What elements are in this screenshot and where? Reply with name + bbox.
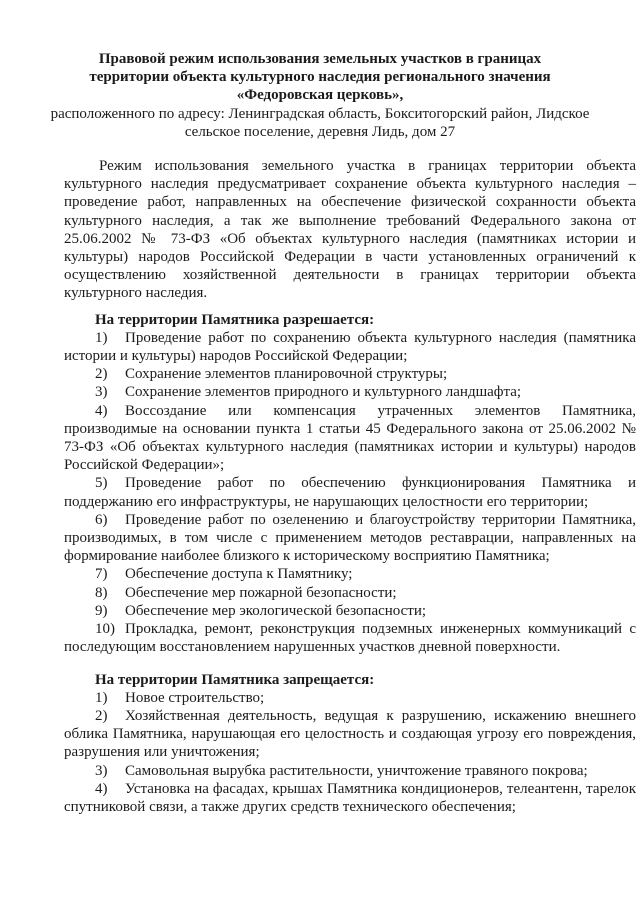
- item-text: Новое строительство;: [125, 689, 265, 706]
- item-number: 9): [95, 602, 108, 619]
- item-number: 1): [95, 689, 108, 706]
- item-text: Самовольная вырубка растительности, уничтожение травяного покрова;: [125, 762, 588, 779]
- item-text: Установка на фасадах, крышах Памятника кондиционеров, телеантенн, тарелок спутниковой связи, а также других средств технического обеспечения;: [64, 780, 636, 815]
- allowed-list-item: [64, 329, 636, 365]
- item-number: 3): [95, 384, 108, 401]
- item-number: 7): [95, 566, 108, 583]
- document-title-object-name: «Федоровская церковь»,: [236, 87, 404, 104]
- item-text: Проведение работ по обеспечению функционирования Памятника и поддержанию его инфраструктуры, не нарушающих целостности его территории;: [64, 475, 636, 510]
- item-text: Хозяйственная деятельность, ведущая к разрушению, искажению внешнего облика Памятника, нарушающая его целостность и создающая угрозу его повреждения, разрушения или уничтожения;: [64, 707, 636, 761]
- item-number: 8): [95, 584, 108, 601]
- allowed-list-item: [64, 584, 636, 602]
- allowed-list-item: [64, 511, 636, 566]
- item-number: 4): [95, 780, 108, 797]
- prohibited-list-item: [64, 707, 636, 762]
- item-number: 6): [95, 511, 108, 528]
- item-number: 5): [95, 475, 108, 492]
- allowed-list-item: [64, 474, 636, 510]
- document-title-line-1: Правовой режим использования земельных участков в границах: [98, 51, 542, 67]
- prohibited-list-item: [64, 689, 636, 707]
- item-text: Сохранение элементов природного и культурного ландшафта;: [125, 384, 522, 401]
- item-text: Обеспечение мер пожарной безопасности;: [125, 584, 397, 601]
- item-text: Обеспечение доступа к Памятнику;: [125, 566, 353, 583]
- allowed-list-item: [64, 383, 636, 401]
- item-text: Воссоздание или компенсация утраченных элементов Памятника, производимые на основании пункта 1 статьи 45 Федерального закона от 25.06.2002 № 73-ФЗ «Об объектах культурного наследия (памятниках истории и культуры) народов Российской Федерации»;: [64, 402, 636, 474]
- item-number: 1): [95, 329, 108, 346]
- item-number: 3): [95, 762, 108, 779]
- item-text: Проведение работ по озеленению и благоустройству территории Памятника, производимых, в том числе с применением методов реставрации, направленных на формирование наиболее близкого к историческому восприятию Памятника;: [64, 511, 636, 565]
- allowed-section-heading: На территории Памятника разрешается:: [95, 311, 375, 328]
- document-header: [0, 0, 640, 141]
- allowed-list-item: [64, 402, 636, 475]
- prohibited-list-item: [64, 780, 636, 816]
- prohibited-section-heading: На территории Памятника запрещается:: [95, 671, 375, 688]
- item-text: Прокладка, ремонт, реконструкция подземных инженерных коммуникаций с последующим восстановлением нарушенных участков дневной поверхности.: [64, 621, 636, 656]
- prohibited-list-item: [64, 762, 636, 780]
- item-text: Проведение работ по сохранению объекта культурного наследия (памятника истории и культуры) народов Российской Федерации;: [64, 329, 636, 365]
- allowed-list-item: [64, 620, 636, 656]
- allowed-list-item: [64, 602, 636, 620]
- item-text: Сохранение элементов планировочной структуры;: [125, 366, 448, 383]
- intro-paragraph: Режим использования земельного участка в границах территории объекта культурного наследия предусматривает сохранение объекта культурного наследия – проведение работ, направленных на обеспечение физической сохранности объекта культурного наследия, а так же выполнение требований Федерального закона от 25.06.2002 № 73-ФЗ «Об объектах культурного наследия (памятниках истории и культуры) народов Российской Федерации в части установленных ограничений к осуществлению хозяйственной деятельности в границах территории объекта культурного наследия.: [64, 158, 636, 302]
- document-address-line-2: сельское поселение, деревня Лидь, дом 27: [184, 123, 456, 140]
- item-number: 4): [95, 402, 108, 419]
- item-number: 2): [95, 366, 108, 383]
- allowed-list-item: [64, 365, 636, 383]
- document-address-line-1: расположенного по адресу: Ленинградская область, Бокситогорский район, Лидское: [50, 105, 590, 122]
- allowed-list-item: [64, 565, 636, 583]
- document-body: [64, 157, 636, 816]
- item-text: Обеспечение мер экологической безопасности;: [125, 602, 427, 619]
- item-number: 10): [95, 621, 115, 638]
- document-title-line-2: территории объекта культурного наследия регионального значения: [89, 69, 551, 86]
- item-number: 2): [95, 707, 108, 724]
